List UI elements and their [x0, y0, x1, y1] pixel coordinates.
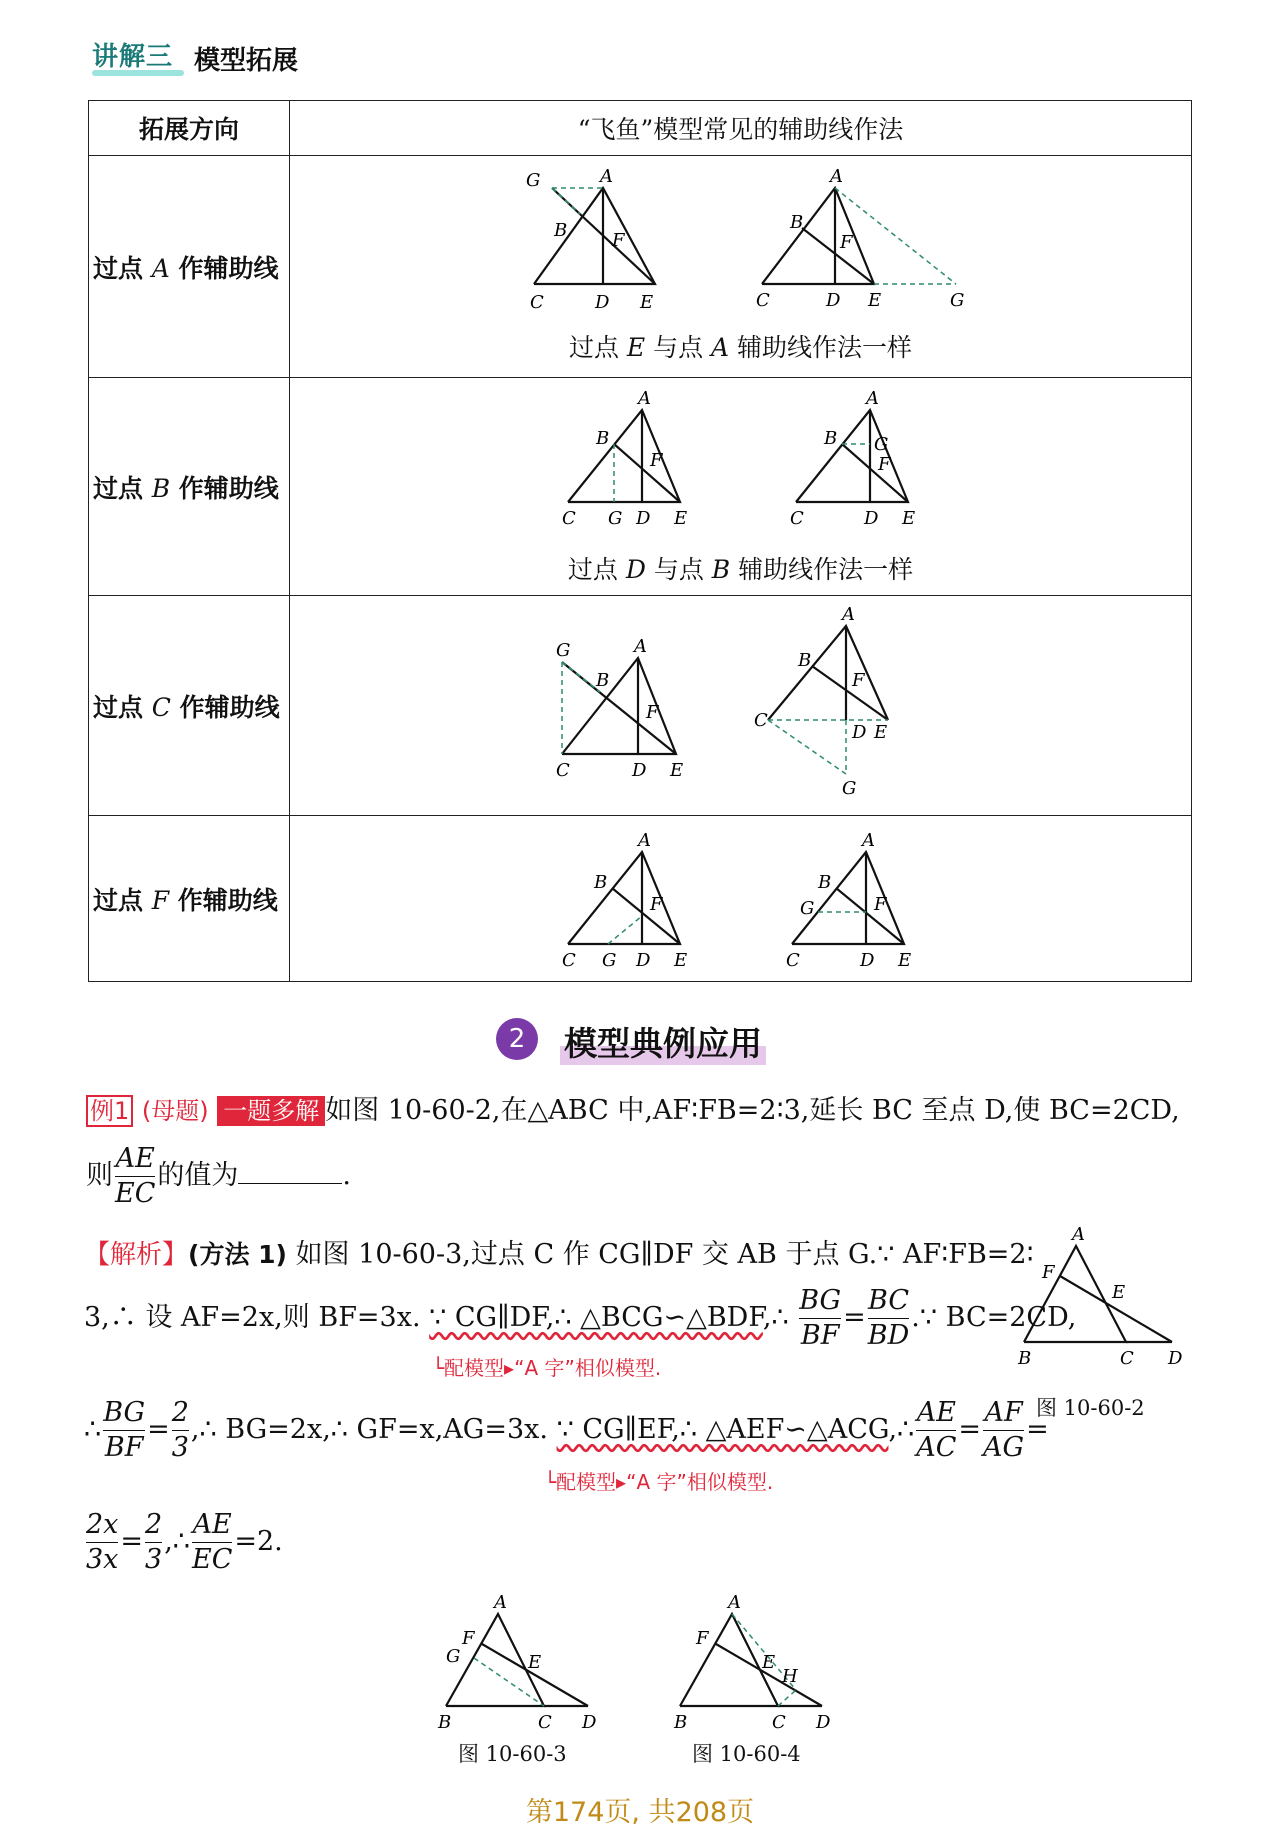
svg-text:F: F: [878, 454, 891, 475]
solution-text: =2.: [234, 1526, 283, 1557]
example-line-2: [86, 1142, 351, 1211]
svg-text:B: B: [824, 428, 838, 449]
section-title: 模型拓展: [194, 46, 299, 76]
fraction-numerator: BG: [799, 1284, 841, 1319]
svg-text:A: A: [600, 166, 613, 187]
svg-text:C: C: [786, 950, 800, 971]
svg-text:A: A: [728, 1594, 741, 1613]
table-row: [89, 596, 1192, 816]
svg-text:C: C: [756, 290, 770, 311]
note-text: 过点: [568, 333, 627, 362]
svg-text:E: E: [898, 950, 912, 971]
direction-point: A: [151, 253, 170, 283]
fraction-denominator: EC: [191, 1544, 233, 1575]
figure-10-60-4: [666, 1594, 846, 1734]
direction-text: 作辅助线: [169, 253, 279, 283]
svg-text:B: B: [596, 428, 610, 449]
svg-text:C: C: [1120, 1348, 1134, 1369]
svg-text:B: B: [790, 212, 804, 233]
note-text: 过点: [567, 555, 626, 584]
figure-cell: [290, 596, 1192, 816]
fraction-ae-ac: [916, 1396, 956, 1465]
svg-text:E: E: [640, 292, 654, 313]
svg-text:A: A: [634, 636, 647, 657]
extension-table: [88, 100, 1192, 982]
svg-text:F: F: [852, 670, 865, 691]
example-end: .: [342, 1160, 351, 1191]
solution-text: ,∴: [888, 1414, 915, 1445]
solution-text: ∴: [84, 1414, 102, 1445]
solution-line-2: 3,∴ 设 AF=2x,则 BF=3x. ∵ CG∥DF,∴ △BCG∽△BDF,∴ $\frac{BG}{BF}$ = $\frac{BC}{BD}$ .∵ BC=2CD,: [84, 1285, 1077, 1351]
fraction-bc-bd: [868, 1284, 910, 1353]
svg-text:A: A: [830, 166, 843, 187]
solution-text: ,∴: [164, 1526, 190, 1557]
fraction-numerator: AE: [192, 1508, 232, 1543]
fraction-numerator: AE: [115, 1142, 155, 1177]
model-note-2: └配模型▸“A 字”相似模型.: [544, 1470, 774, 1494]
table-row: [89, 816, 1192, 982]
fraction-numerator: BC: [868, 1284, 910, 1319]
svg-text:B: B: [818, 872, 832, 893]
solution-text: 3,∴ 设 AF=2x,则 BF=3x.: [84, 1302, 421, 1333]
solution-text: ,∴: [762, 1302, 789, 1333]
svg-text:B: B: [554, 220, 568, 241]
svg-text:G: G: [556, 640, 571, 661]
note-text: 辅助线作法一样: [730, 555, 914, 584]
model-note-1: └配模型▸“A 字”相似模型.: [432, 1356, 662, 1380]
figure-cell: [290, 156, 1192, 378]
fraction-ae-ec: [192, 1508, 232, 1577]
solution-text: 如图 10-60-3,过点 C 作 CG∥DF 交 AB 于点 G.∵ AF∶FB=2∶: [295, 1239, 1034, 1270]
fraction-denominator: 3: [145, 1544, 163, 1575]
example-badge: 一题多解: [217, 1096, 325, 1126]
direction-text: 作辅助线: [170, 692, 280, 722]
example-line-1: [86, 1088, 1180, 1127]
svg-text:D: D: [595, 292, 610, 313]
fraction-denominator: EC: [115, 1178, 156, 1209]
svg-text:E: E: [762, 1652, 776, 1673]
svg-text:G: G: [842, 778, 857, 799]
svg-text:C: C: [530, 292, 544, 313]
direction-cell: [89, 596, 290, 816]
figure-cell: [290, 816, 1192, 982]
solution-highlight: ∵ CG∥EF,∴ △AEF∽△ACG: [556, 1414, 889, 1445]
fraction-numerator: AF: [983, 1396, 1024, 1431]
header-method: “飞鱼”模型常见的辅助线作法: [290, 101, 1192, 156]
example-label: 例1: [86, 1095, 133, 1127]
fraction-denominator: 3: [171, 1432, 189, 1463]
svg-text:G: G: [446, 1646, 461, 1667]
fraction-denominator: BF: [800, 1320, 840, 1351]
svg-text:E: E: [1112, 1282, 1126, 1303]
fraction-numerator: 2x: [86, 1508, 118, 1543]
fraction-af-ag: [983, 1396, 1024, 1465]
solution-line-4: $\frac{2x}{3x}$ = $\frac{2}{3}$ ,∴ $\frac{AE}{EC}$ =2.: [86, 1509, 283, 1575]
diagram-through-c: [290, 596, 1196, 816]
example-prefix: 则: [86, 1160, 113, 1191]
table-row: [89, 378, 1192, 596]
svg-text:D: D: [864, 508, 879, 529]
svg-text:F: F: [650, 450, 663, 471]
svg-text:F: F: [462, 1628, 475, 1649]
svg-text:D: D: [852, 722, 867, 743]
svg-text:G: G: [950, 290, 965, 311]
header-direction: 拓展方向: [89, 101, 290, 156]
figure-caption: 图 10-60-3: [458, 1742, 567, 1766]
fraction-denominator: BF: [104, 1432, 144, 1463]
svg-text:C: C: [772, 1712, 786, 1733]
example-suffix: 的值为: [157, 1160, 239, 1191]
note-text: 辅助线作法一样: [729, 333, 913, 362]
svg-text:E: E: [874, 722, 888, 743]
svg-text:B: B: [798, 650, 812, 671]
direction-cell: [89, 816, 290, 982]
svg-text:G: G: [608, 508, 623, 529]
example-text: 如图 10-60-2,在△ABC 中,AF∶FB=2∶3,延长 BC 至点 D,使 BC=2CD,: [325, 1095, 1180, 1126]
svg-text:F: F: [696, 1628, 709, 1649]
svg-text:C: C: [556, 760, 570, 781]
table-header-row: [89, 101, 1192, 156]
page-indicator: 第174页, 共208页: [525, 1797, 755, 1828]
fraction-denominator: AC: [916, 1432, 957, 1463]
note-text: 与点: [645, 333, 712, 362]
fraction-denominator: AG: [983, 1432, 1025, 1463]
section2-title: 模型典例应用: [560, 1018, 766, 1065]
svg-text:C: C: [754, 710, 768, 731]
answer-blank[interactable]: [238, 1159, 342, 1184]
svg-text:G: G: [874, 434, 889, 455]
svg-text:D: D: [632, 760, 647, 781]
svg-text:C: C: [562, 950, 576, 971]
svg-text:F: F: [612, 230, 625, 251]
svg-text:B: B: [596, 670, 610, 691]
svg-text:D: D: [860, 950, 875, 971]
row-note: [290, 550, 1191, 586]
figure-caption: 图 10-60-2: [1036, 1396, 1145, 1420]
fraction-numerator: BG: [103, 1396, 145, 1431]
svg-text:A: A: [842, 604, 855, 625]
direction-text: 作辅助线: [170, 473, 279, 503]
svg-text:D: D: [1168, 1348, 1183, 1369]
direction-text: 过点: [93, 692, 152, 722]
note-point: B: [711, 555, 731, 584]
direction-point: F: [151, 885, 170, 915]
svg-text:E: E: [902, 508, 916, 529]
svg-text:C: C: [562, 508, 576, 529]
svg-text:D: D: [636, 950, 651, 971]
svg-text:A: A: [862, 830, 875, 851]
svg-text:F: F: [650, 894, 663, 915]
svg-text:C: C: [790, 508, 804, 529]
svg-text:E: E: [674, 950, 688, 971]
svg-text:B: B: [438, 1712, 452, 1733]
direction-text: 过点: [93, 885, 152, 915]
direction-point: C: [151, 692, 171, 722]
row-note: [290, 328, 1191, 364]
svg-text:E: E: [674, 508, 688, 529]
svg-text:F: F: [840, 232, 853, 253]
fraction-bg-bf: [103, 1396, 145, 1465]
direction-cell: [89, 156, 290, 378]
figure-cell: [290, 378, 1192, 596]
svg-text:H: H: [782, 1666, 798, 1687]
svg-text:C: C: [538, 1712, 552, 1733]
solution-line-1: [84, 1232, 1034, 1271]
note-point: D: [625, 555, 646, 584]
figure-10-60-2: [1012, 1226, 1212, 1376]
solution-text: .∵ BC=2CD,: [911, 1302, 1077, 1333]
note-text: 与点: [645, 555, 712, 584]
direction-point: B: [151, 473, 171, 503]
fraction-numerator: AE: [916, 1396, 956, 1431]
svg-text:A: A: [638, 830, 651, 851]
svg-text:A: A: [866, 388, 879, 409]
example-tag: (母题): [141, 1097, 209, 1125]
svg-text:A: A: [1072, 1226, 1085, 1245]
svg-text:F: F: [874, 894, 887, 915]
svg-text:G: G: [526, 170, 541, 191]
note-point: E: [626, 333, 646, 362]
svg-text:B: B: [674, 1712, 688, 1733]
svg-text:D: D: [582, 1712, 597, 1733]
solution-label: 【解析】: [84, 1240, 189, 1270]
fraction-2-3: [172, 1396, 189, 1465]
svg-text:D: D: [636, 508, 651, 529]
svg-text:D: D: [826, 290, 841, 311]
solution-highlight: ∵ CG∥DF,∴ △BCG∽△BDF: [429, 1302, 763, 1333]
direction-text: 作辅助线: [169, 885, 278, 915]
direction-text: 过点: [93, 473, 152, 503]
fraction-denominator: BD: [867, 1320, 910, 1351]
fraction-bg-bf: [799, 1284, 841, 1353]
svg-text:B: B: [1018, 1348, 1032, 1369]
direction-cell: [89, 378, 290, 596]
fraction-denominator: 3x: [86, 1544, 119, 1575]
solution-text: ,∴ BG=2x,∴ GF=x,AG=3x.: [190, 1414, 548, 1445]
fraction-numerator: 2: [172, 1396, 189, 1431]
svg-text:F: F: [1042, 1262, 1055, 1283]
svg-text:D: D: [816, 1712, 831, 1733]
method-label: (方法 1): [188, 1240, 287, 1269]
diagram-through-f: [290, 816, 1196, 982]
svg-text:G: G: [602, 950, 617, 971]
fraction-ae-ec: [115, 1142, 155, 1211]
fraction-2-3: [145, 1508, 162, 1577]
direction-text: 过点: [93, 253, 152, 283]
svg-text:E: E: [670, 760, 684, 781]
svg-text:E: E: [868, 290, 882, 311]
svg-text:A: A: [494, 1594, 507, 1613]
fraction-numerator: 2: [145, 1508, 162, 1543]
figure-10-60-3: [432, 1594, 612, 1734]
figure-caption: 图 10-60-4: [692, 1742, 801, 1766]
svg-text:F: F: [646, 702, 659, 723]
svg-text:E: E: [528, 1652, 542, 1673]
svg-text:B: B: [594, 872, 608, 893]
svg-text:A: A: [638, 388, 651, 409]
table-row: [89, 156, 1192, 378]
section-tag: 讲解三: [92, 42, 174, 72]
note-point: A: [711, 333, 730, 362]
svg-text:G: G: [800, 898, 815, 919]
solution-line-3: ∴ $\frac{BG}{BF}$ = $\frac{2}{3}$ ,∴ BG=2x,∴ GF=x,AG=3x. ∵ CG∥EF,∴ △AEF∽△ACG,∴ $\frac{AE}{AC}$ = $\frac{AF}{AG}$ =: [84, 1397, 1049, 1463]
fraction-2x-3x: [86, 1508, 118, 1577]
section-number-badge: 2: [496, 1018, 538, 1060]
